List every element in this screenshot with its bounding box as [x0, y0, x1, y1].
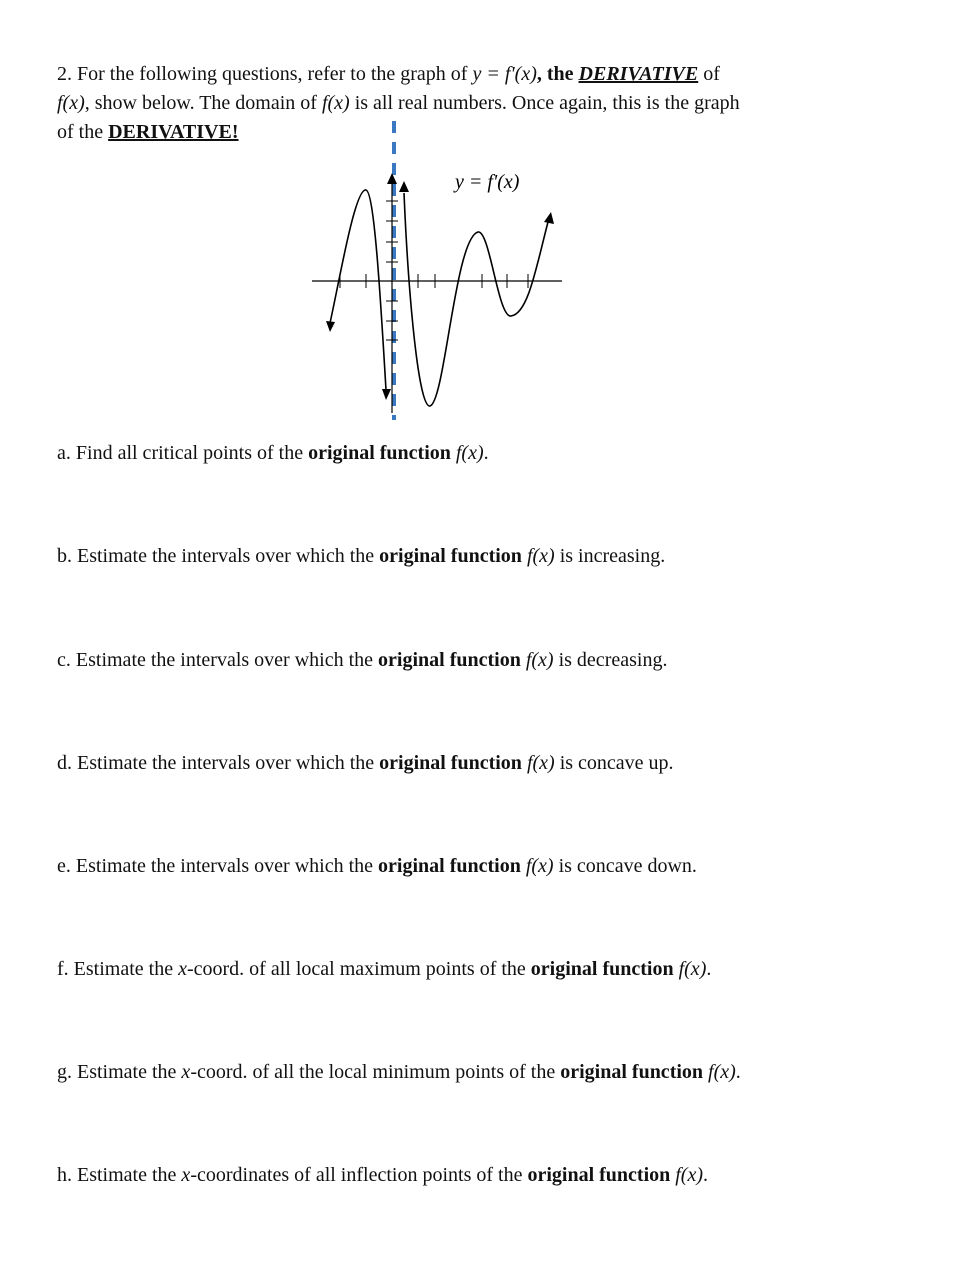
question-text: -coord. of all the local minimum points of the	[190, 1061, 556, 1083]
question-bold: original function	[378, 649, 521, 671]
problem-line-1	[57, 61, 720, 87]
curve-right-up-arrow	[399, 181, 409, 192]
question-f	[57, 956, 711, 982]
question-end: is concave down.	[558, 855, 697, 877]
x-variable: x	[181, 1164, 191, 1186]
question-text: -coord. of all local maximum points of the	[186, 958, 526, 980]
question-letter: g.	[57, 1061, 72, 1083]
question-d	[57, 750, 674, 776]
problem-text: of the	[57, 121, 104, 143]
question-letter: b.	[57, 545, 72, 567]
question-end: .	[706, 958, 712, 980]
question-text: Estimate the intervals over which the	[77, 752, 375, 774]
comma: , the	[536, 63, 574, 85]
problem-text-end: of	[703, 63, 720, 85]
problem-text: is all real numbers. Once again, this is the graph	[354, 92, 740, 114]
question-end: is increasing.	[559, 545, 666, 567]
question-e	[57, 853, 697, 879]
question-b	[57, 543, 665, 569]
question-text: -coordinates of all inflection points of the	[190, 1164, 523, 1186]
function-fx: f(x)	[526, 545, 555, 567]
question-end: .	[703, 1164, 709, 1186]
curve-left-branch	[330, 190, 386, 390]
question-letter: a.	[57, 442, 71, 464]
graph-label: y = f'(x)	[455, 171, 520, 193]
question-text: Estimate the	[73, 958, 174, 980]
question-letter: h.	[57, 1164, 72, 1186]
function-fx: f(x)	[525, 855, 554, 877]
curve-left-down-arrow	[382, 389, 391, 400]
question-a	[57, 440, 489, 466]
question-end: is concave up.	[559, 752, 674, 774]
curve-right-branch	[404, 193, 548, 406]
question-bold: original function	[560, 1061, 704, 1083]
curve-left-arrow	[326, 321, 335, 332]
derivative-emphasis: DERIVATIVE!	[108, 121, 239, 143]
question-bold: original function	[379, 752, 522, 774]
question-end: is decreasing.	[558, 649, 668, 671]
question-h	[57, 1162, 708, 1188]
question-text: Estimate the	[77, 1164, 177, 1186]
question-text: Estimate the intervals over which the	[77, 545, 375, 567]
question-letter: d.	[57, 752, 72, 774]
problem-line-2	[57, 90, 740, 116]
question-bold: original function	[308, 442, 451, 464]
function-fx: f(x)	[675, 1164, 704, 1186]
question-end: .	[735, 1061, 741, 1083]
x-variable: x	[181, 1061, 191, 1083]
question-bold: original function	[527, 1164, 671, 1186]
question-c	[57, 647, 667, 673]
curve-right-arrow	[544, 212, 554, 224]
function-fx: f(x)	[57, 92, 85, 114]
question-g	[57, 1059, 741, 1085]
question-bold: original function	[530, 958, 674, 980]
question-letter: f.	[57, 958, 69, 980]
function-fx: f(x)	[455, 442, 484, 464]
problem-number: 2.	[57, 63, 72, 85]
question-text: Estimate the	[77, 1061, 177, 1083]
question-letter: c.	[57, 649, 71, 671]
function-fx: f(x)	[321, 92, 350, 114]
problem-text: For the following questions, refer to the graph of	[77, 63, 468, 85]
question-letter: e.	[57, 855, 71, 877]
x-variable: x	[178, 958, 187, 980]
function-fx: f(x)	[678, 958, 707, 980]
question-end: .	[483, 442, 489, 464]
question-bold: original function	[379, 545, 522, 567]
problem-line-3	[57, 119, 239, 145]
question-text: Find all critical points of the	[75, 442, 304, 464]
derivative-equation: y = f'(x)	[472, 63, 537, 85]
question-bold: original function	[378, 855, 521, 877]
function-fx: f(x)	[526, 752, 555, 774]
derivative-graph	[300, 118, 570, 423]
problem-text: , show below. The domain of	[84, 92, 317, 114]
function-fx: f(x)	[708, 1061, 736, 1083]
derivative-emphasis: DERIVATIVE	[578, 63, 699, 85]
question-text: Estimate the intervals over which the	[75, 855, 374, 877]
function-fx: f(x)	[525, 649, 554, 671]
question-text: Estimate the intervals over which the	[75, 649, 374, 671]
